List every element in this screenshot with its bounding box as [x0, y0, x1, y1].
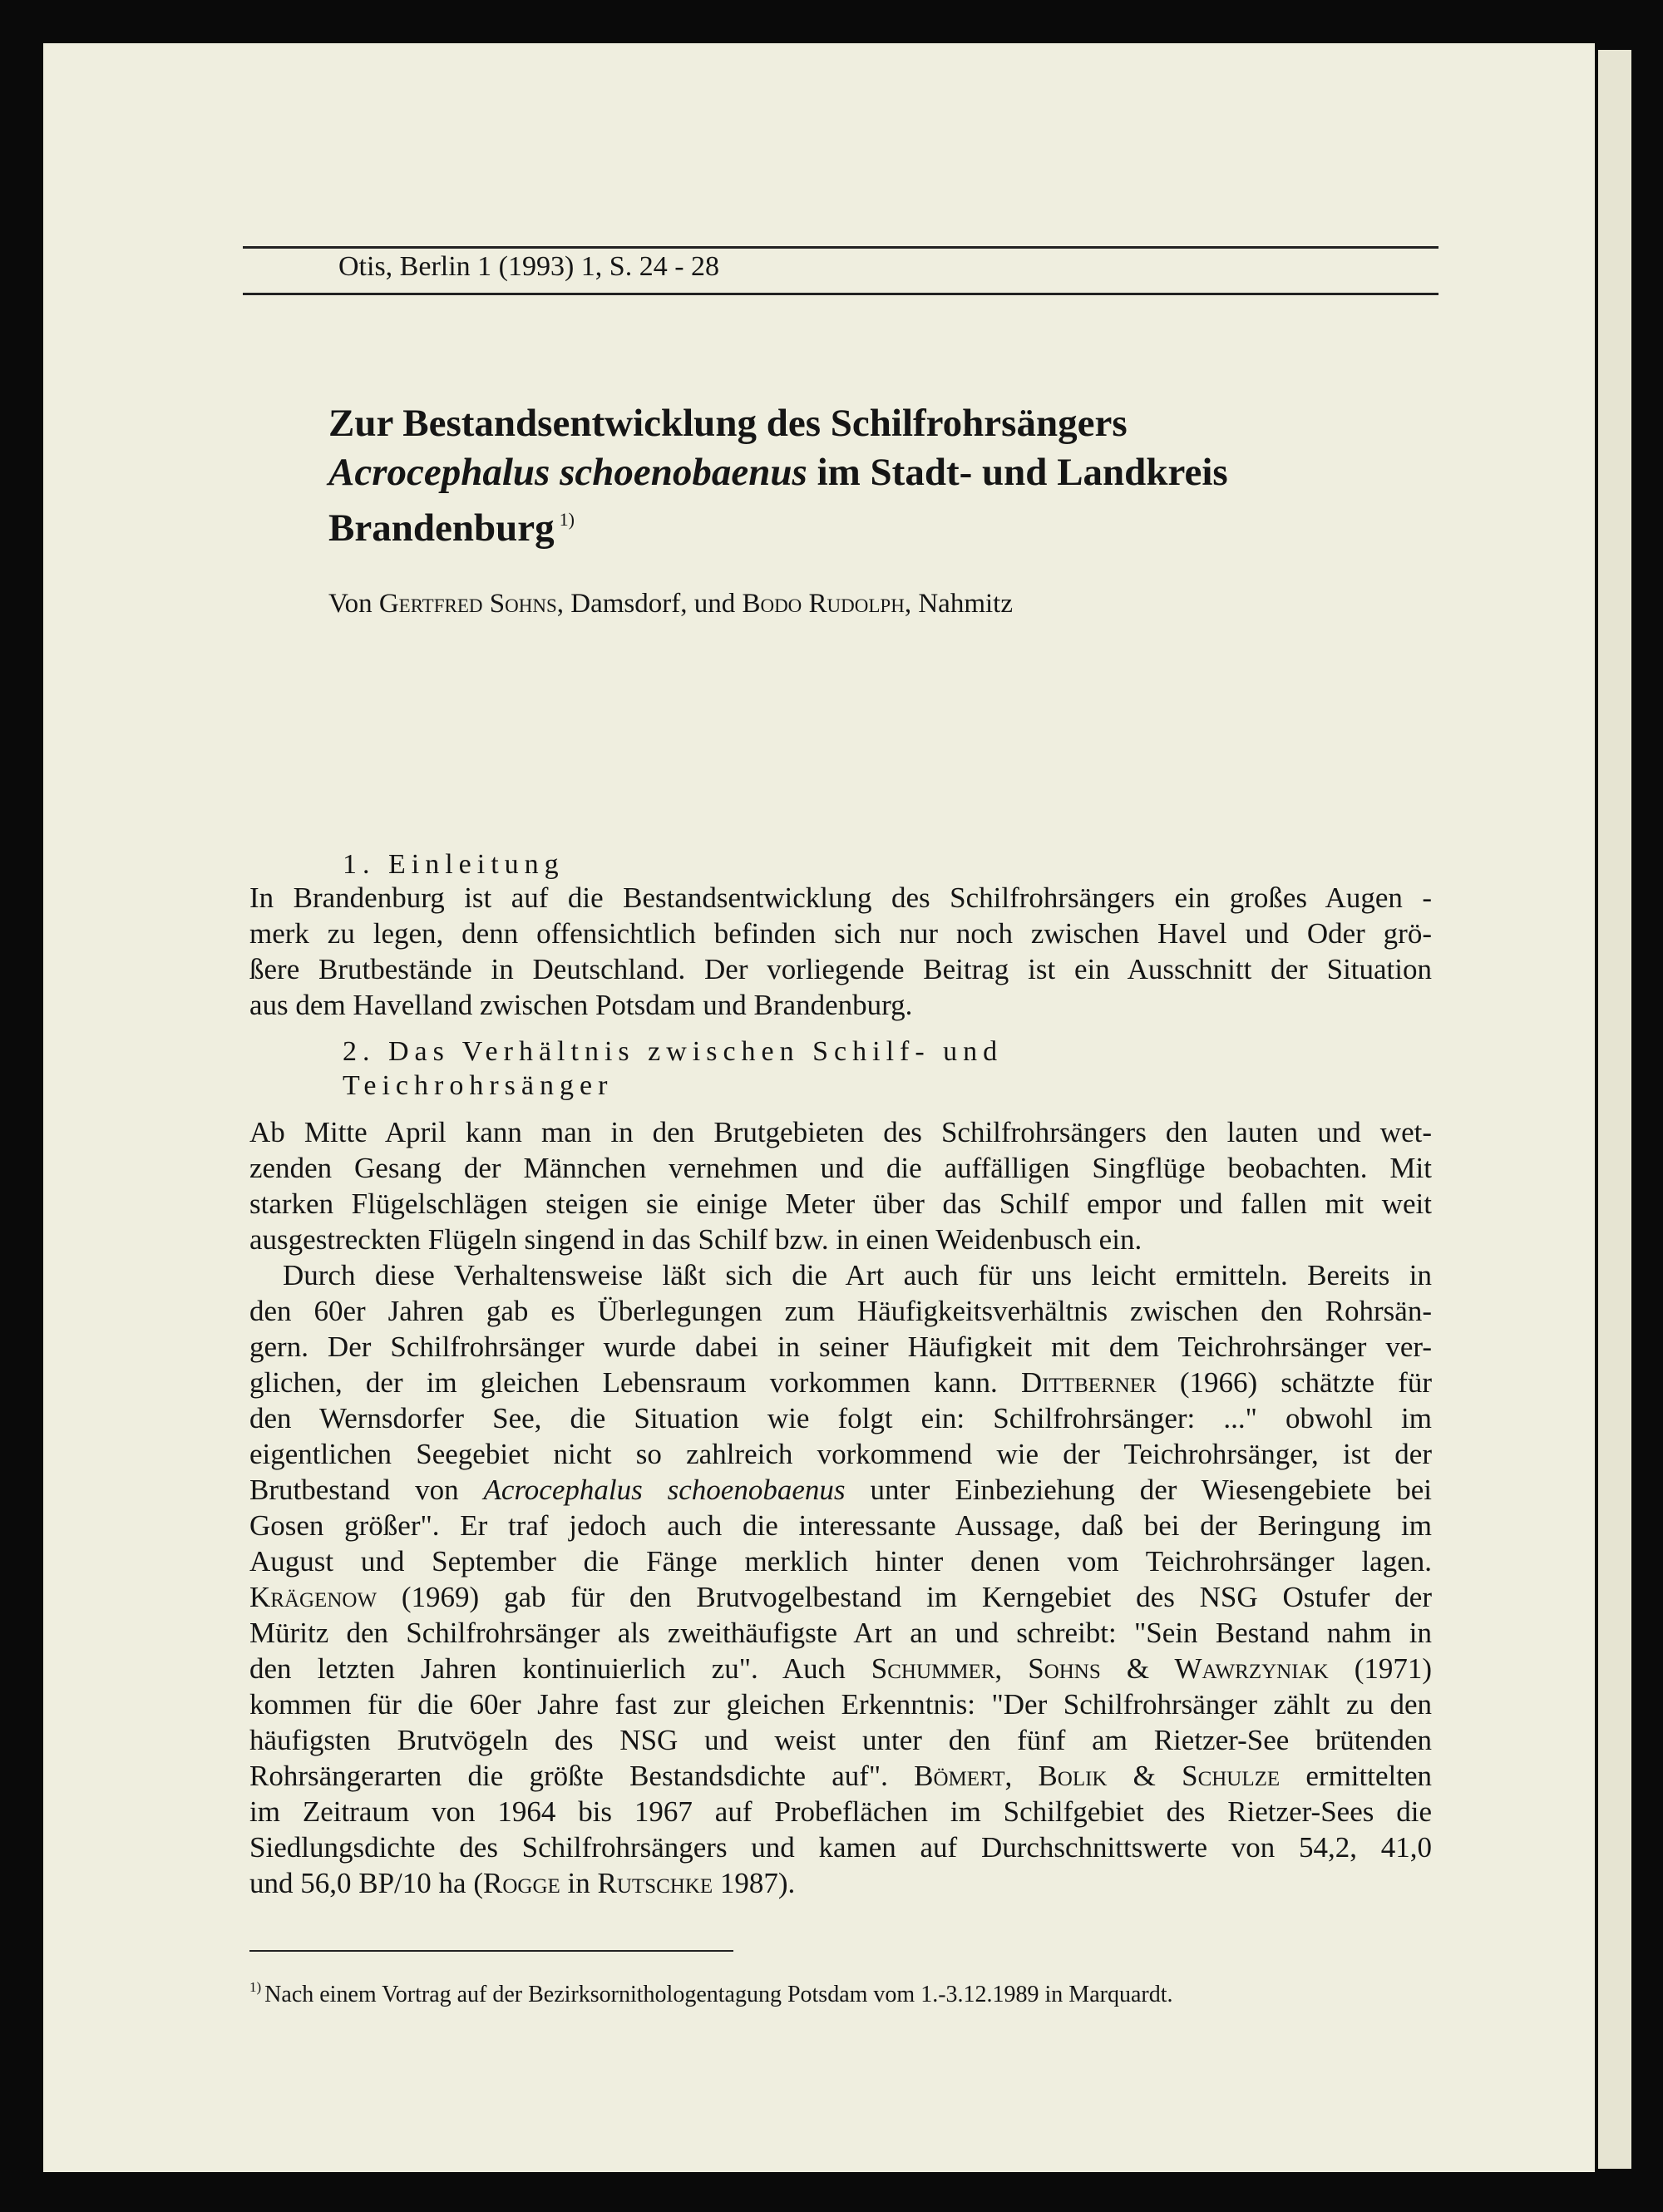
footnote — [249, 1979, 1172, 2008]
section-heading-1: 1. Einleitung — [343, 849, 565, 880]
text-segment: den Wernsdorfer See, die Situation wie folgt ein: Schilfrohrsänger: ..." obwohl im — [249, 1402, 1432, 1434]
text-segment: (1969) gab für den Brutvogelbestand im Kerngebiet des NSG Ostufer der — [377, 1581, 1432, 1613]
text-line — [249, 1436, 1432, 1472]
text-segment: 1987). — [713, 1867, 796, 1899]
text-segment: häufigsten Brutvögeln des NSG und weist unter den fünf am Rietzer-See brütenden — [249, 1724, 1432, 1756]
text-line — [249, 1794, 1432, 1829]
text-line — [249, 987, 1432, 1023]
author-name: Gertfred Sohns — [378, 589, 557, 619]
authors-prefix: Von — [328, 589, 379, 619]
text-segment: starken Flügelschlägen steigen sie einige Meter über das Schilf empor und fallen mit weit — [249, 1187, 1432, 1220]
text-segment: Durch diese Verhaltensweise läßt sich die Art auch für uns leicht ermitteln. Bereits in — [283, 1259, 1432, 1291]
text-line — [249, 1615, 1432, 1651]
footnote-text: Nach einem Vortrag auf der Bezirksornithologentagung Potsdam vom 1.-3.12.1989 in Marquardt. — [264, 1982, 1173, 2007]
text-segment: (1966) schätzte für — [1156, 1366, 1432, 1399]
authors-line — [328, 589, 1013, 620]
text-segment: in — [560, 1867, 598, 1899]
author-name: Bodo Rudolph — [742, 589, 905, 619]
text-segment: den 60er Jahren gab es Überlegungen zum Häufigkeitsverhältnis zwischen den Rohrsän- — [249, 1295, 1432, 1327]
text-line — [249, 1472, 1432, 1508]
text-line — [249, 1222, 1432, 1257]
section-heading-2-line-2: Teichrohrsänger — [343, 1070, 614, 1101]
title-text: im Stadt- und Landkreis — [807, 451, 1228, 494]
section-heading-2-line-1: 2. Das Verhältnis zwischen Schilf- und — [343, 1036, 1004, 1067]
text-segment: (1971) — [1328, 1652, 1433, 1685]
text-segment: ausgestreckten Flügeln singend in das Schilf bzw. in einen Weidenbusch ein. — [249, 1223, 1142, 1256]
species-name: Acrocephalus schoenobaenus — [483, 1474, 846, 1506]
header-rule-top — [243, 246, 1438, 249]
text-line — [249, 1651, 1432, 1686]
text-segment: den letzten Jahren kontinuierlich zu". Auch — [249, 1652, 871, 1685]
text-segment: und 56,0 BP/10 ha ( — [249, 1867, 483, 1899]
text-line — [249, 1543, 1432, 1579]
text-line — [249, 916, 1432, 951]
text-segment: ßere Brutbestände in Deutschland. Der vorliegende Beitrag ist ein Ausschnitt der Situation — [249, 953, 1432, 985]
text-segment: Rohrsängerarten die größte Bestandsdichte auf". — [249, 1760, 915, 1792]
section-1-body — [249, 880, 1432, 1023]
author-place: , Nahmitz — [904, 589, 1013, 619]
header-rule-bottom — [243, 293, 1438, 295]
title-text: Brandenburg — [328, 506, 555, 550]
text-segment: gern. Der Schilfrohrsänger wurde dabei in seiner Häufigkeit mit dem Teichrohrsänger ver- — [249, 1331, 1432, 1363]
text-segment: Ab Mitte April kann man in den Brutgebieten des Schilfrohrsängers den lauten und wet- — [249, 1116, 1432, 1148]
section-2-body — [249, 1114, 1432, 1901]
text-line — [249, 1257, 1432, 1293]
text-line — [249, 1758, 1432, 1794]
cited-author: Bömert, Bolik & Schulze — [914, 1760, 1281, 1792]
cited-author: Schummer, Sohns & Wawrzyniak — [871, 1652, 1329, 1685]
article-title-line-1: Zur Bestandsentwicklung des Schilfrohrsängers — [328, 402, 1128, 445]
text-line — [249, 1114, 1432, 1150]
text-line — [249, 1579, 1432, 1615]
journal-reference: Otis, Berlin 1 (1993) 1, S. 24 - 28 — [338, 251, 720, 282]
text-line — [249, 951, 1432, 987]
text-line — [249, 1686, 1432, 1722]
article-title-line-2 — [328, 449, 1228, 496]
text-line — [249, 1293, 1432, 1329]
text-segment: Gosen größer". Er traf jedoch auch die interessante Aussage, daß bei der Beringung im — [249, 1509, 1432, 1542]
text-segment: Brutbestand von — [249, 1474, 484, 1506]
cited-author: Rogge — [482, 1867, 560, 1899]
cited-author: Rutschke — [597, 1867, 713, 1899]
text-segment: kommen für die 60er Jahre fast zur gleichen Erkenntnis: "Der Schilfrohrsänger zählt zu den — [249, 1688, 1432, 1721]
text-line — [249, 1186, 1432, 1222]
text-segment: August und September die Fänge merklich hinter denen vom Teichrohrsänger lagen. — [249, 1545, 1432, 1578]
footnote-rule — [249, 1950, 733, 1952]
text-segment: In Brandenburg ist auf die Bestandsentwicklung des Schilfrohrsängers ein großes Augen - — [249, 881, 1432, 914]
text-segment: Siedlungsdichte des Schilfrohrsängers und kamen auf Durchschnittswerte von 54,2, 41,0 — [249, 1831, 1432, 1864]
text-line — [249, 1400, 1432, 1436]
text-segment: ermittelten — [1280, 1760, 1432, 1792]
footnote-mark: 1) — [249, 1979, 262, 1995]
text-line — [249, 1365, 1432, 1400]
text-segment: aus dem Havelland zwischen Potsdam und Brandenburg. — [249, 989, 913, 1021]
author-place: , Damsdorf, und — [556, 589, 743, 619]
species-name: Acrocephalus schoenobaenus — [328, 451, 807, 494]
text-segment: Müritz den Schilfrohrsänger als zweithäufigste Art an und schreibt: "Sein Bestand nahm in — [249, 1617, 1432, 1649]
text-line — [249, 1722, 1432, 1758]
text-segment: merk zu legen, denn offensichtlich befinden sich nur noch zwischen Havel und Oder grö- — [249, 917, 1432, 950]
text-line — [249, 1865, 1432, 1901]
cited-author: Dittberner — [1020, 1366, 1157, 1399]
text-line — [249, 1508, 1432, 1543]
text-segment: glichen, der im gleichen Lebensraum vorkommen kann. — [249, 1366, 1021, 1399]
text-segment: unter Einbeziehung der Wiesengebiete bei — [845, 1474, 1433, 1506]
article-title-line-3 — [328, 496, 575, 551]
next-page-edge — [1598, 50, 1631, 2169]
text-line — [249, 1829, 1432, 1865]
text-line — [249, 880, 1432, 916]
text-line — [249, 1150, 1432, 1186]
text-segment: im Zeitraum von 1964 bis 1967 auf Probeflächen im Schilfgebiet des Rietzer-Sees die — [249, 1795, 1432, 1828]
cited-author: Krägenow — [249, 1581, 378, 1613]
text-segment: zenden Gesang der Männchen vernehmen und die auffälligen Singflüge beobachten. Mit — [249, 1152, 1432, 1184]
text-segment: eigentlichen Seegebiet nicht so zahlreich vorkommend wie der Teichrohrsänger, ist der — [249, 1438, 1432, 1470]
text-line — [249, 1329, 1432, 1365]
footnote-marker: 1) — [559, 509, 575, 530]
